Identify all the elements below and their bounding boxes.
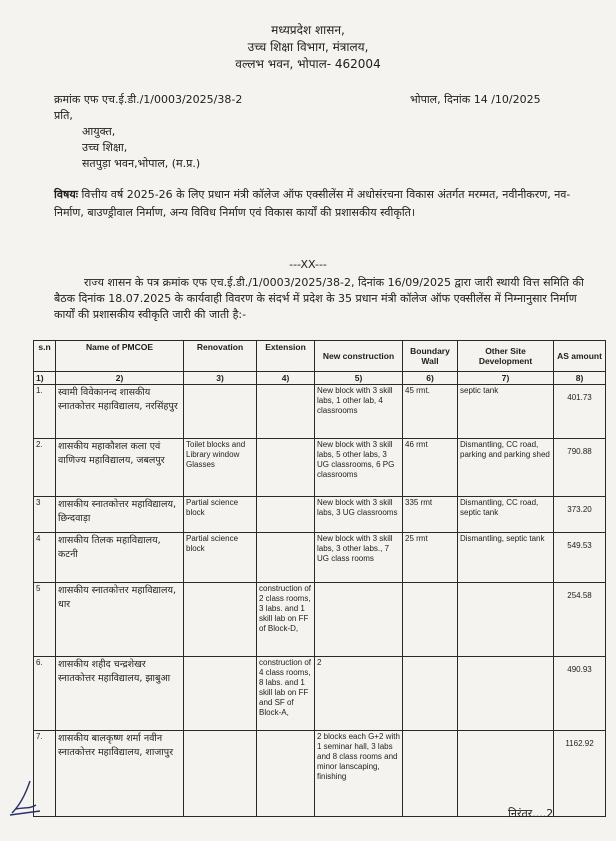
boundary-wall-cell: [403, 583, 458, 657]
header-line-3: वल्लभ भवन, भोपाल- 462004: [235, 57, 381, 71]
col-header-new-construction: New construction: [315, 341, 403, 372]
renovation-cell: Partial science block: [184, 497, 257, 533]
col-number: 8): [554, 372, 606, 385]
as-amount-cell: 1162.92: [554, 731, 606, 817]
extension-cell: construction of 4 class rooms, 8 labs. and 1 skill lab on FF and SF of Block-A,: [257, 657, 315, 731]
boundary-wall-cell: 335 rmt: [403, 497, 458, 533]
new-construction-cell: 2: [315, 657, 403, 731]
renovation-cell: [184, 731, 257, 817]
extension-cell: [257, 497, 315, 533]
as-amount-cell: 254.58: [554, 583, 606, 657]
reference-number: क्रमांक एफ एच.ई.डी./1/0003/2025/38-2: [54, 93, 243, 106]
college-name-cell: शासकीय स्नातकोत्तर महाविद्यालय, धार: [56, 583, 184, 657]
college-name-cell: शासकीय महाकौशल कला एवं वाणिज्य महाविद्यालय, जबलपुर: [56, 439, 184, 497]
as-amount-cell: 373.20: [554, 497, 606, 533]
table-header-row: [34, 341, 606, 372]
body-paragraph: राज्य शासन के पत्र क्रमांक एफ एच.ई.डी./1/0003/2025/38-2, दिनांक 16/09/2025 द्वारा जारी स्थायी वित्त समिति की बैठक दिनांक 18.07.2025 के कार्यवाही विवरण के संदर्भ में प्रदेश के 35 प्रधान मंत्री कॉलेज ऑफ एक्सीलेंस में निम्नानुसार निर्माण कार्यों की प्रशासकीय स्वीकृति जारी की जाती है:-: [54, 276, 584, 321]
renovation-cell: Partial science block: [184, 533, 257, 583]
col-header-other-site: Other Site Development: [458, 341, 554, 372]
boundary-wall-cell: 46 rmt: [403, 439, 458, 497]
header-line-1: मध्यप्रदेश शासन,: [271, 23, 345, 37]
serial-number-cell: 1.: [34, 385, 56, 439]
other-site-cell: [458, 731, 554, 817]
renovation-cell: [184, 583, 257, 657]
col-header-as-amount: AS amount: [554, 341, 606, 372]
serial-number-cell: 3: [34, 497, 56, 533]
serial-number-cell: 5: [34, 583, 56, 657]
other-site-cell: septic tank: [458, 385, 554, 439]
as-amount-cell: 490.93: [554, 657, 606, 731]
boundary-wall-cell: 25 rmt: [403, 533, 458, 583]
prati-label: प्रति,: [54, 109, 73, 122]
other-site-cell: [458, 583, 554, 657]
continued-note: निरंतर....2: [508, 807, 554, 820]
extension-cell: [257, 731, 315, 817]
col-number: 6): [403, 372, 458, 385]
extension-cell: [257, 439, 315, 497]
table-row: [34, 385, 606, 439]
address-line-3: सतपुड़ा भवन,भोपाल, (म.प्र.): [82, 157, 201, 170]
college-name-cell: शासकीय शहीद चन्द्रशेखर स्नातकोत्तर महाविद्यालय, झाबुआ: [56, 657, 184, 731]
boundary-wall-cell: [403, 731, 458, 817]
new-construction-cell: New block with 3 skill labs, 1 other lab, 4 classrooms: [315, 385, 403, 439]
col-header-extension: Extension: [257, 341, 315, 372]
new-construction-cell: [315, 583, 403, 657]
works-table: [33, 340, 606, 817]
col-header-renovation: Renovation: [184, 341, 257, 372]
col-header-boundary-wall: Boundary Wall: [403, 341, 458, 372]
college-name-cell: स्वामी विवेकानन्द शासकीय स्नातकोत्तर महाविद्यालय, नरसिंहपुर: [56, 385, 184, 439]
column-number-row: [34, 372, 606, 385]
table-row: [34, 533, 606, 583]
renovation-cell: [184, 385, 257, 439]
as-amount-cell: 790.88: [554, 439, 606, 497]
serial-number-cell: 7.: [34, 731, 56, 817]
header-line-2: उच्च शिक्षा विभाग, मंत्रालय,: [247, 40, 369, 54]
boundary-wall-cell: 45 rmt.: [403, 385, 458, 439]
other-site-cell: [458, 657, 554, 731]
college-name-cell: शासकीय तिलक महाविद्यालय, कटनी: [56, 533, 184, 583]
as-amount-cell: 401.73: [554, 385, 606, 439]
col-number: 4): [257, 372, 315, 385]
col-header-sn: s.n: [34, 341, 56, 372]
extension-cell: [257, 533, 315, 583]
col-header-name: Name of PMCOE: [56, 341, 184, 372]
extension-cell: construction of 2 class rooms, 3 labs. and 1 skill lab on FF of Block-D,: [257, 583, 315, 657]
col-number: 1): [34, 372, 56, 385]
as-amount-cell: 549.53: [554, 533, 606, 583]
subject: [54, 186, 574, 222]
col-number: 2): [56, 372, 184, 385]
new-construction-cell: New block with 3 skill labs, 5 other labs, 3 UG classrooms, 6 PG classrooms: [315, 439, 403, 497]
serial-number-cell: 2.: [34, 439, 56, 497]
address-line-2: उच्च शिक्षा,: [82, 141, 128, 154]
other-site-cell: Dismantling, septic tank: [458, 533, 554, 583]
extension-cell: [257, 385, 315, 439]
serial-number-cell: 4: [34, 533, 56, 583]
col-number: 3): [184, 372, 257, 385]
subject-text: वित्तीय वर्ष 2025-26 के लिए प्रधान मंत्री कॉलेज ऑफ एक्सीलेंस में अधोसंरचना विकास अंतर्गत मरम्मत, नवीनीकरण, नव-निर्माण, बाउण्ड्रीवाल निर्माण, अन्य विविध निर्माण एवं विकास कार्यों की प्रशासकीय स्वीकृति।: [54, 188, 571, 219]
separator: ---XX---: [289, 258, 327, 271]
serial-number-cell: 6.: [34, 657, 56, 731]
boundary-wall-cell: [403, 657, 458, 731]
letter-date: भोपाल, दिनांक 14 /10/2025: [410, 93, 541, 106]
table-row: [34, 583, 606, 657]
new-construction-cell: New block with 3 skill labs, 3 UG classrooms: [315, 497, 403, 533]
renovation-cell: Toilet blocks and Library window Glasses: [184, 439, 257, 497]
college-name-cell: शासकीय स्नातकोत्तर महाविद्यालय, छिन्दवाड़ा: [56, 497, 184, 533]
college-name-cell: शासकीय बालकृष्ण शर्मा नवीन स्नातकोत्तर महाविद्यालय, शाजापुर: [56, 731, 184, 817]
table-row: [34, 657, 606, 731]
subject-label: विषयः: [54, 188, 78, 201]
col-number: 7): [458, 372, 554, 385]
col-number: 5): [315, 372, 403, 385]
table-row: [34, 497, 606, 533]
other-site-cell: Dismantling, CC road, parking and parking shed: [458, 439, 554, 497]
address-line-1: आयुक्त,: [82, 125, 116, 138]
renovation-cell: [184, 657, 257, 731]
table-row: [34, 731, 606, 817]
new-construction-cell: 2 blocks each G+2 with 1 seminar hall, 3 labs and 8 class rooms and minor lanscaping, finishing: [315, 731, 403, 817]
new-construction-cell: New block with 3 skill labs, 3 other labs., 7 UG class rooms: [315, 533, 403, 583]
table-row: [34, 439, 606, 497]
other-site-cell: Dismantling, CC road, septic tank: [458, 497, 554, 533]
signature-mark: [6, 775, 46, 819]
